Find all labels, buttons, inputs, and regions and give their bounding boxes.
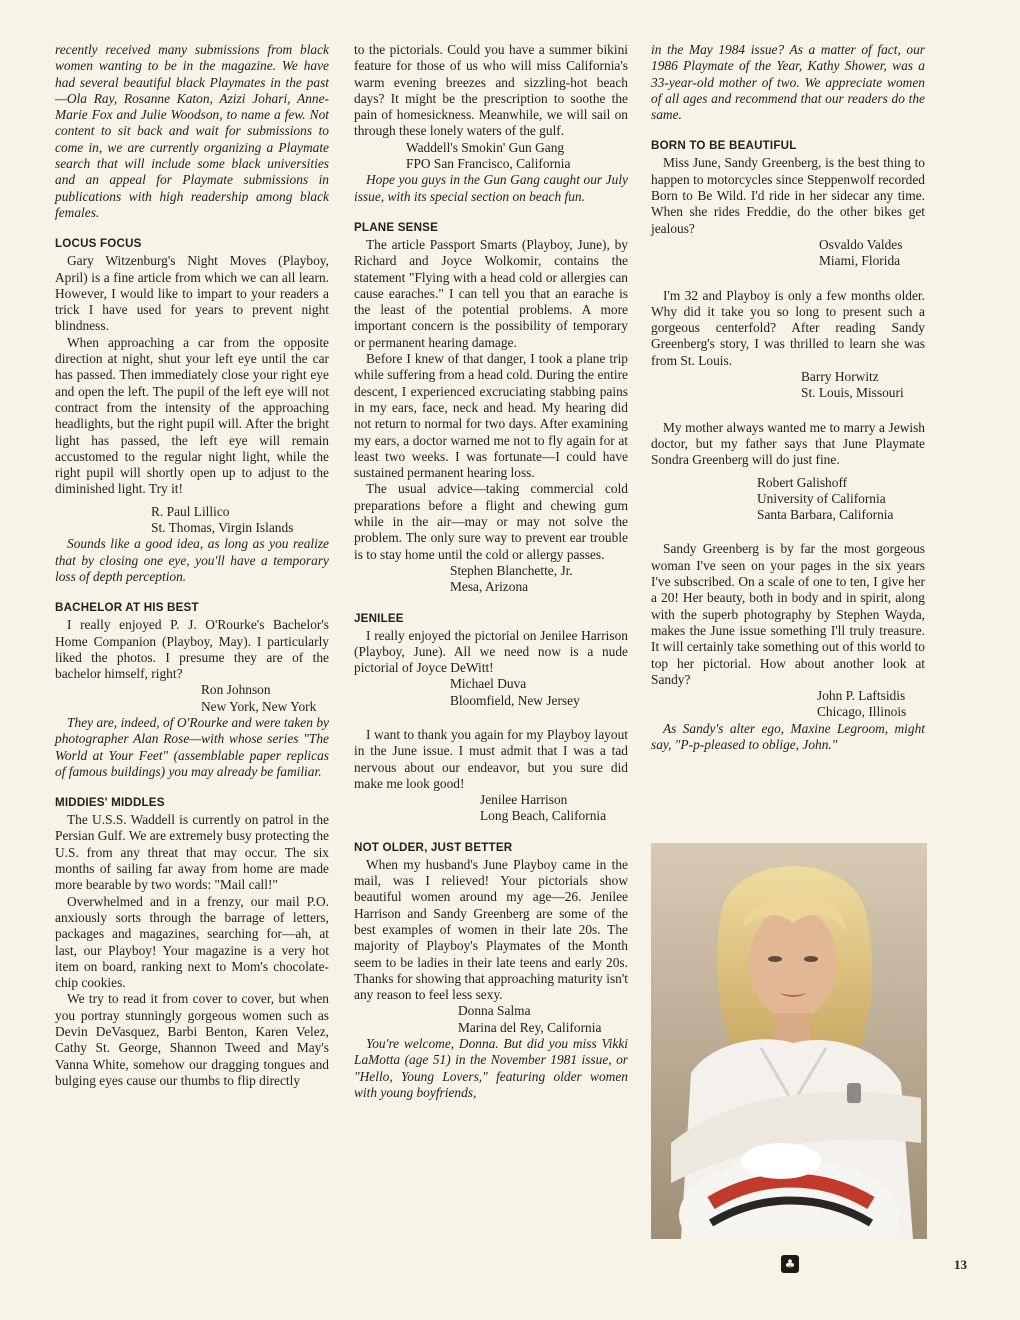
section-heading: NOT OLDER, JUST BETTER bbox=[354, 840, 513, 854]
letter-paragraph: I really enjoyed the pictorial on Jenilee Harrison (Playboy, June). All we need now is a nude pictorial of Joyce DeWitt! bbox=[354, 627, 628, 676]
section-heading: MIDDIES' MIDDLES bbox=[55, 796, 165, 810]
letter-paragraph: My mother always wanted me to marry a Jewish doctor, but my father says that June Playmate Sondra Greenberg will do just fine. bbox=[651, 419, 925, 468]
photo-illustration bbox=[651, 843, 927, 1239]
signature-name: R. Paul Lillico bbox=[151, 503, 230, 519]
letter-paragraph: I want to thank you again for my Playboy layout in the June issue. I must admit that I was a tad nervous about our endeavor, but you sure did make me look good! bbox=[354, 726, 628, 791]
letter-paragraph: Before I knew of that danger, I took a plane trip while suffering from a head cold. During the entire descent, I experienced excruciating stabbing pains in my ears, face, neck and head. My hearing did not return to normal for two days. After examining my ears, a doctor warned me not to fly again for at least two weeks. I was fortunate—I could have sustained permanent hearing loss. bbox=[354, 351, 628, 481]
signature-location: Chicago, Illinois bbox=[817, 704, 907, 720]
letter-paragraph: to the pictorials. Could you have a summer bikini feature for those of us who will miss California's warm evening breezes and sizzling-hot beach days? It might be the prescription to soothe the pain of homesickness. Meanwhile, we will sail on through these lonely waters of the gulf. bbox=[354, 42, 628, 139]
signature-name: Ron Johnson bbox=[201, 682, 271, 698]
signature-location: Santa Barbara, California bbox=[757, 507, 894, 523]
letter-paragraph: I really enjoyed P. J. O'Rourke's Bachelor's Home Companion (Playboy, May). I particularly liked the photos. I presume they are of the bachelor himself, right? bbox=[55, 617, 329, 682]
section-heading: PLANE SENSE bbox=[354, 220, 439, 234]
column-2 bbox=[354, 42, 628, 1101]
signature-location: Marina del Rey, California bbox=[458, 1019, 602, 1035]
letter-paragraph: Sandy Greenberg is by far the most gorgeous woman I've seen on your pages in the six years I've subscribed. On a scale of one to ten, I give her a 20! Her beauty, both in body and in spirit, along with the superb photography by Stephen Wayda, makes the June issue something I'll truly treasure. It will certainly take something out of this world to top her pictorial. How about another look at Sandy? bbox=[651, 541, 925, 687]
letter-paragraph: Overwhelmed and in a frenzy, our mail P.O. anxiously sorts through the barrage of letters, packages and magazines, searching for—ah, at last, our Playboy! Your magazine is a very hot item on board, ranking next to Mom's chocolate-chip cookies. bbox=[55, 893, 329, 991]
reply-text: Hope you guys in the Gun Gang caught our July issue, with its special section on beach fun. bbox=[354, 172, 628, 204]
signature-location: Mesa, Arizona bbox=[450, 579, 529, 595]
signature-name: Osvaldo Valdes bbox=[819, 236, 903, 252]
section-heading: JENILEE bbox=[354, 611, 404, 625]
letter-paragraph: Gary Witzenburg's Night Moves (Playboy, April) is a fine article from which we can all learn. However, I would like to impart to your readers a trick I have used for years to prevent night blindness. bbox=[55, 253, 329, 334]
letter-paragraph: The usual advice—taking commercial cold preparations before a flight and chewing gum while in the air—may or may not solve the problem. The only sure way to prevent ear trouble is to stay home until the cold or allergy passes. bbox=[354, 481, 628, 562]
letter-paragraph: The article Passport Smarts (Playboy, June), by Richard and Joyce Wolkomir, contains the statement "Flying with a head cold or allergies can cause earaches." I can tell you that an earache is the least of the potential problems. A more important concern is the possibility of temporary or permanent hearing damage. bbox=[354, 236, 628, 350]
reply-text: They are, indeed, of O'Rourke and were taken by photographer Alan Rose—with whose series "The World at Your Feet" (assemblable paper replicas of famous buildings) you may already be familiar. bbox=[55, 714, 329, 779]
reply-text: You're welcome, Donna. But did you miss Vikki LaMotta (age 51) in the November 1981 issue, or "Hello, Young Lovers," featuring older women with young boyfriends, bbox=[354, 1036, 628, 1100]
signature-location: University of California bbox=[757, 490, 886, 506]
section-heading: BORN TO BE BEAUTIFUL bbox=[651, 139, 797, 153]
column-1 bbox=[55, 42, 329, 1089]
signature-name: Robert Galishoff bbox=[757, 474, 848, 490]
reply-text: As Sandy's alter ego, Maxine Legroom, might say, "P-p-pleased to oblige, John." bbox=[651, 720, 925, 752]
signature-location: New York, New York bbox=[201, 698, 317, 714]
signature-name: Stephen Blanchette, Jr. bbox=[450, 562, 573, 578]
signature-name: Barry Horwitz bbox=[801, 369, 879, 385]
signature-location: St. Louis, Missouri bbox=[801, 385, 904, 401]
signature-name: John P. Laftsidis bbox=[817, 688, 906, 704]
letter-paragraph: When approaching a car from the opposite direction at night, shut your left eye until the car has passed. Then immediately close your right eye and open the left. The pupil of the left eye will not contract from the intensity of the approaching headlights, but the right pupil will. After the bright light has passed, the left eye will remain accustomed to the regular night light, while the right pupil will shortly open up to adjust to the diminished light. Try it! bbox=[55, 334, 329, 497]
reply-text: Sounds like a good idea, as long as you realize that by closing one eye, you'll have a temporary loss of depth perception. bbox=[55, 536, 329, 584]
signature-location: Miami, Florida bbox=[819, 253, 901, 269]
signature-location: Bloomfield, New Jersey bbox=[450, 692, 580, 708]
signature-location: FPO San Francisco, California bbox=[406, 156, 571, 172]
signature-location: Long Beach, California bbox=[480, 808, 607, 824]
column-3 bbox=[651, 42, 925, 753]
signature-name: Jenilee Harrison bbox=[480, 792, 568, 808]
signature-location: St. Thomas, Virgin Islands bbox=[151, 520, 294, 536]
signature-name: Waddell's Smokin' Gun Gang bbox=[406, 139, 565, 155]
rabbit-head-icon: ♣ bbox=[781, 1255, 799, 1273]
letter-paragraph: When my husband's June Playboy came in the mail, was I relieved! Your pictorials show beautiful women around my age—26. Jenilee Harrison and Sandy Greenberg are some of the best examples of women in their late 20s. The majority of Playboy's Playmates of the Month seem to be ladies in their late teens and early 20s. Thanks for showing that approaching maturity isn't any reason to feel less sexy. bbox=[354, 856, 628, 1003]
reply-text: recently received many submissions from black women wanting to be in the magazine. We have had several beautiful black Playmates in the past—Ola Ray, Rosanne Katon, Azizi Johari, Anne-Marie Fox and Julie Woodson, to name a few. Not content to sit back and wait for submissions to come in, we are currently organizing a Playmate search that will include some black universities and an appeal for Playmate submissions in publications with high readership among black females. bbox=[55, 42, 329, 220]
section-heading: LOCUS FOCUS bbox=[55, 237, 142, 251]
section-heading: BACHELOR AT HIS BEST bbox=[55, 601, 199, 615]
letter-paragraph: We try to read it from cover to cover, but when you portray stunningly gorgeous women such as Devin DeVasquez, Barbi Benton, Karen Velez, Cathy St. George, Shannon Tweed and May's Vanna White, somehow our dragging tongues and bulging eyes cause our thumbs to flip directly bbox=[55, 991, 329, 1088]
letter-paragraph: The U.S.S. Waddell is currently on patrol in the Persian Gulf. We are extremely busy protecting the U.S. from any threat that may occur. The six months of sailing far away from home are made more bearable by two words: "Mail call!" bbox=[55, 812, 329, 893]
reply-text: in the May 1984 issue? As a matter of fact, our 1986 Playmate of the Year, Kathy Shower, was a 33-year-old mother of two. We appreciate women of all ages and recommend that our readers do the same. bbox=[651, 42, 925, 123]
signature-name: Donna Salma bbox=[458, 1003, 531, 1019]
letter-paragraph: Miss June, Sandy Greenberg, is the best thing to happen to motorcycles since Steppenwolf recorded Born to Be Wild. I'd ride in her sidecar any time. When she rides Freddie, do the other bikes get jealous? bbox=[651, 155, 925, 236]
page-number: 13 bbox=[954, 1257, 967, 1272]
signature-name: Michael Duva bbox=[450, 676, 527, 692]
letter-paragraph: I'm 32 and Playboy is only a few months older. Why did it take you so long to present such a gorgeous centerfold? After reading Sandy Greenberg's story, I was thrilled to learn she was from St. Louis. bbox=[651, 287, 925, 368]
playmate-photo bbox=[651, 843, 927, 1239]
